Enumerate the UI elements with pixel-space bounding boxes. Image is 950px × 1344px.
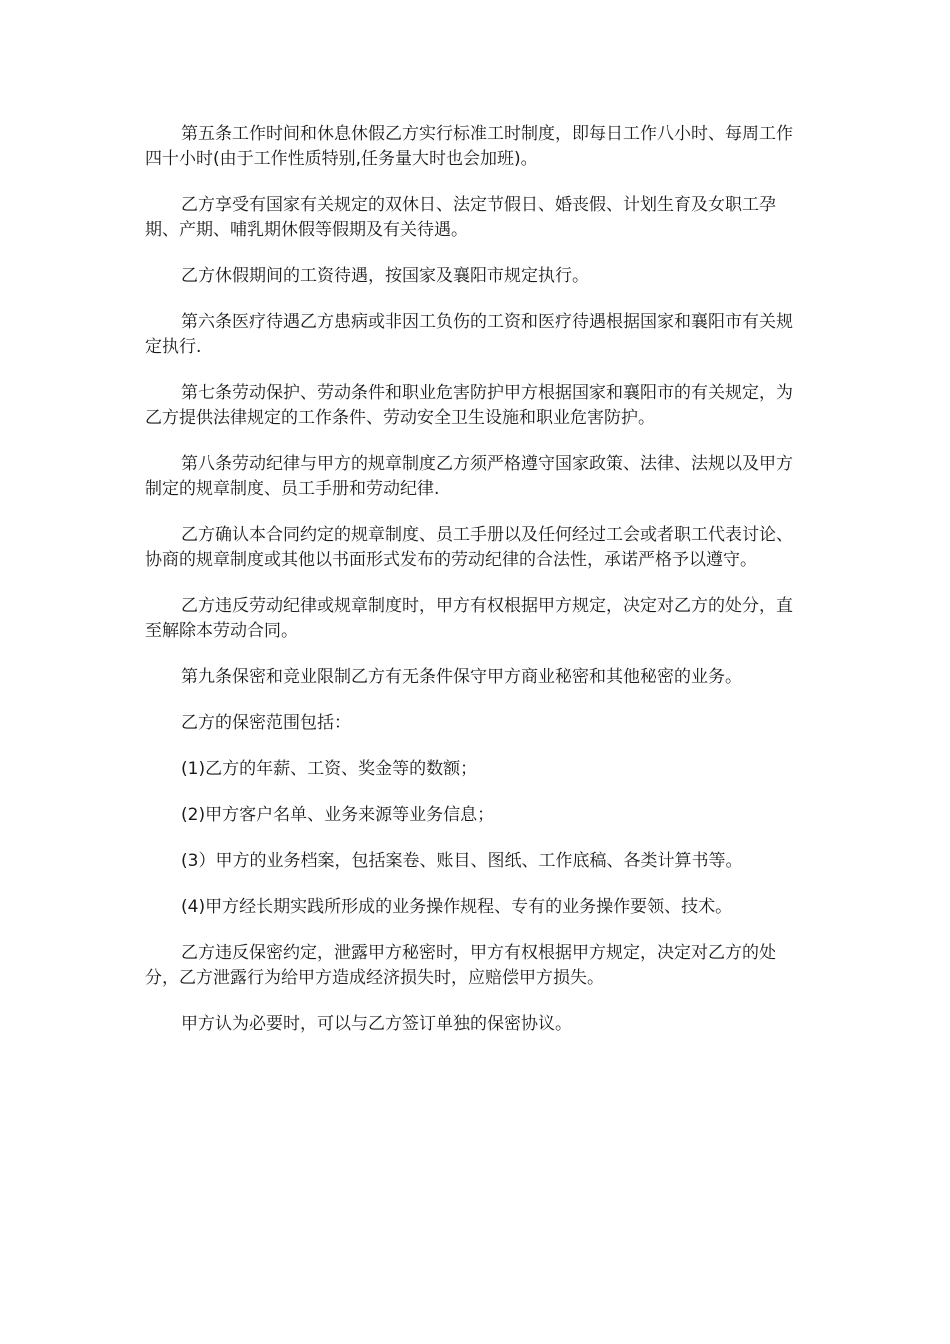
paragraph-rules-confirmation: 乙方确认本合同约定的规章制度、员工手册以及任何经过工会或者职工代表讨论、协商的规章制度或其他以书面形式发布的劳动纪律的合法性，承诺严格予以遵守。 [145,525,793,570]
list-item-scope-3: (3）甲方的业务档案，包括案卷、账目、图纸、工作底稿、各类计算书等。 [181,851,743,871]
paragraph-confidentiality-scope: 乙方的保密范围包括： [181,713,351,733]
paragraph-article-6-medical: 第六条医疗待遇乙方患病或非因工负伤的工资和医疗待遇根据国家和襄阳市有关规定执行. [145,312,793,357]
paragraph-separate-agreement: 甲方认为必要时，可以与乙方签订单独的保密协议。 [181,1014,572,1034]
paragraph-article-7-labor-protection: 第七条劳动保护、劳动条件和职业危害防护甲方根据国家和襄阳市的有关规定，为乙方提供法律规定的工作条件、劳动安全卫生设施和职业危害防护。 [145,383,793,428]
list-item-scope-4: (4)甲方经长期实践所形成的业务操作规程、专有的业务操作要领、技术。 [181,897,733,917]
paragraph-confidentiality-violation: 乙方违反保密约定，泄露甲方秘密时，甲方有权根据甲方规定，决定对乙方的处分，乙方泄露行为给甲方造成经济损失时，应赔偿甲方损失。 [145,943,776,988]
paragraph-holiday-pay: 乙方休假期间的工资待遇，按国家及襄阳市规定执行。 [181,266,589,286]
list-item-scope-2: (2)甲方客户名单、业务来源等业务信息； [181,805,495,825]
paragraph-holidays: 乙方享受有国家有关规定的双休日、法定节假日、婚丧假、计划生育及女职工孕期、产期、哺乳期休假等假期及有关待遇。 [145,195,776,240]
paragraph-article-5-working-hours: 第五条工作时间和休息休假乙方实行标准工时制度，即每日工作八小时、每周工作四十小时(由于工作性质特别,任务量大时也会加班)。 [145,124,793,169]
paragraph-article-8-labor-discipline: 第八条劳动纪律与甲方的规章制度乙方须严格遵守国家政策、法律、法规以及甲方制定的规章制度、员工手册和劳动纪律. [145,454,793,499]
paragraph-discipline-violation: 乙方违反劳动纪律或规章制度时，甲方有权根据甲方规定，决定对乙方的处分，直至解除本劳动合同。 [145,596,793,641]
paragraph-article-9-confidentiality: 第九条保密和竞业限制乙方有无条件保守甲方商业秘密和其他秘密的业务。 [181,667,742,687]
list-item-scope-1: (1)乙方的年薪、工资、奖金等的数额； [181,759,478,779]
document-body [145,122,807,1058]
